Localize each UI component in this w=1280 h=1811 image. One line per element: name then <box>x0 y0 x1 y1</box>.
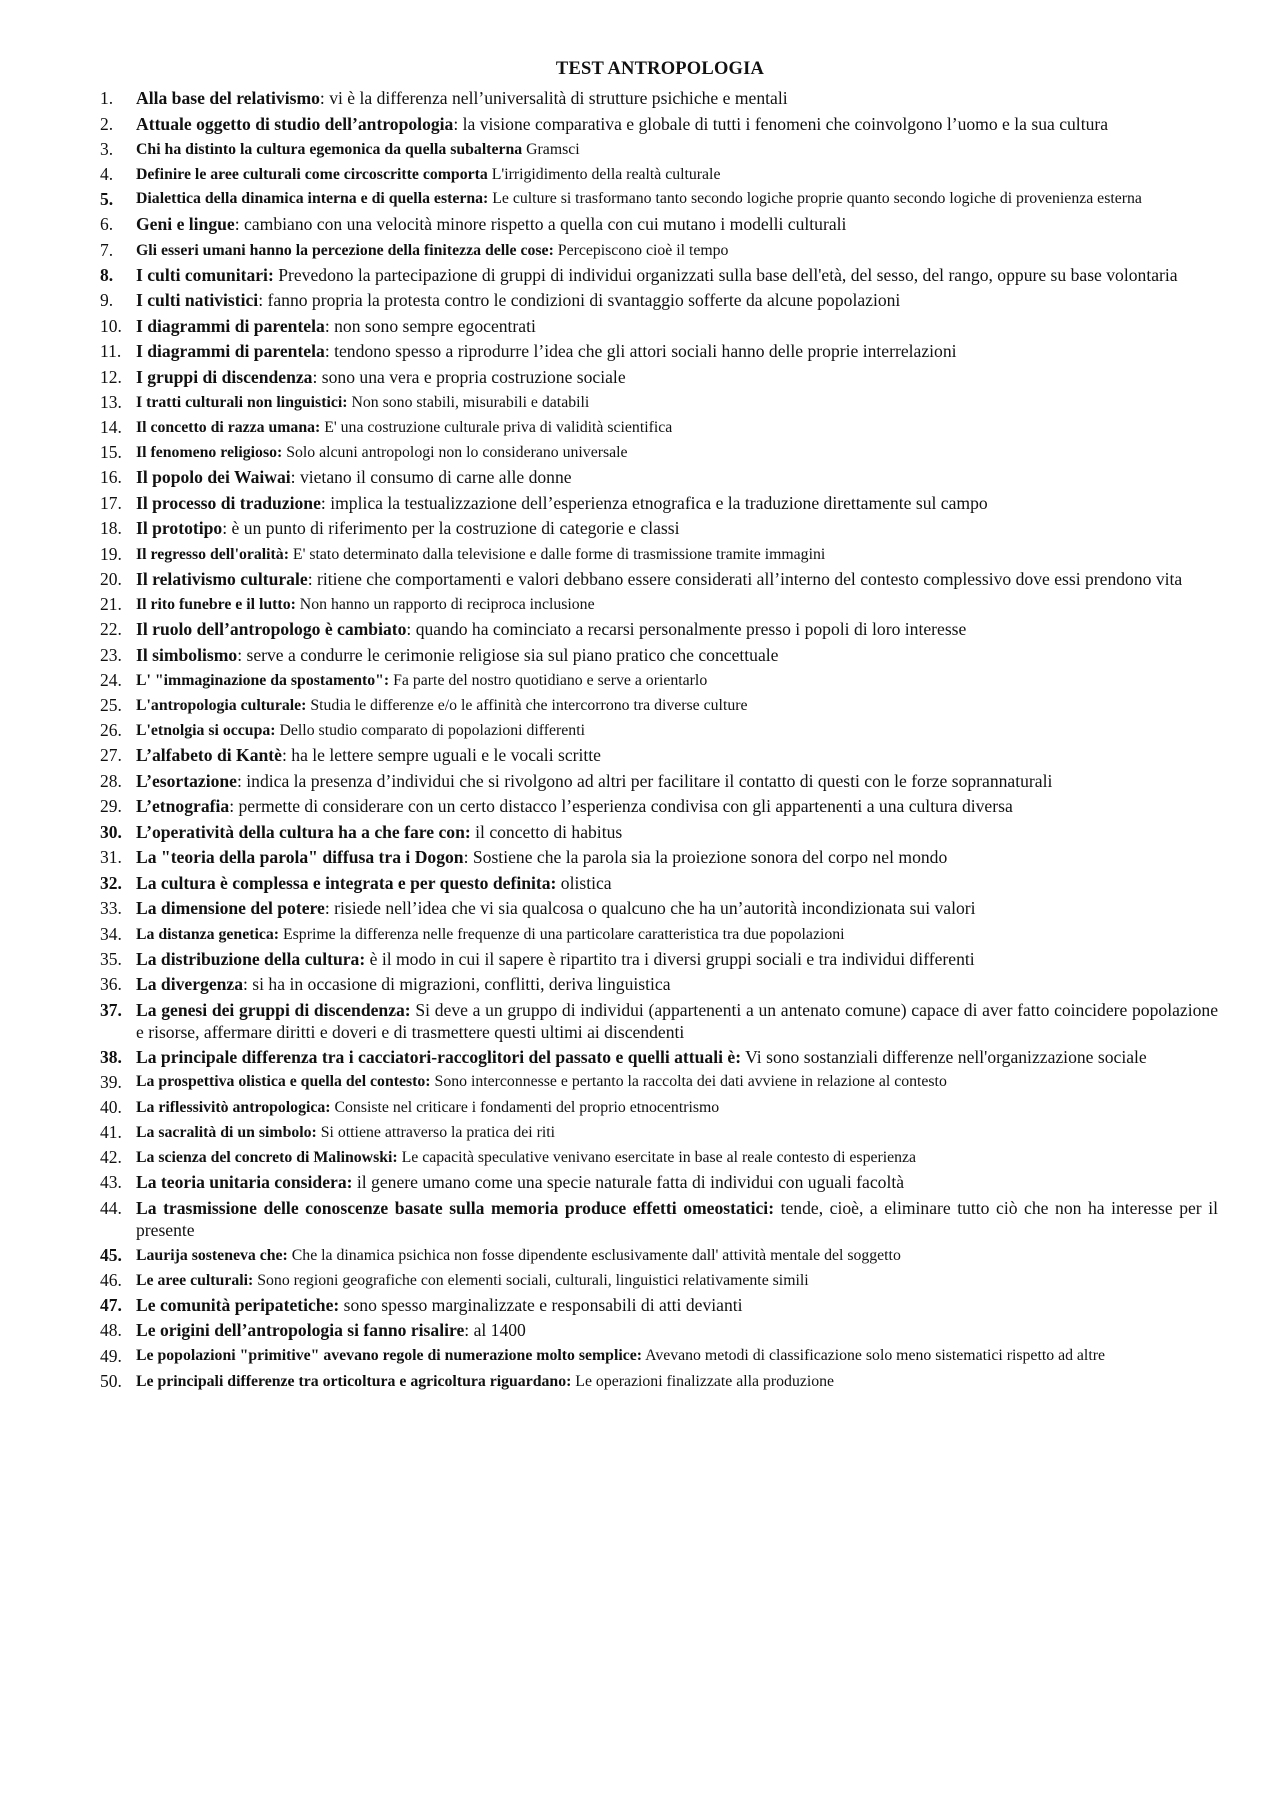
list-item <box>100 592 1220 617</box>
document-page <box>100 58 1220 1394</box>
item-number: 6. <box>100 214 114 234</box>
item-answer: L'irrigidimento della realtà culturale <box>487 166 721 183</box>
item-question: Definire le aree culturali come circoscritte comporta <box>136 166 488 183</box>
item-question: La principale differenza tra i cacciatori-raccoglitori del passato e quelli attuali è: <box>136 1046 742 1067</box>
question-list <box>100 86 1220 1394</box>
item-question: Laurija sosteneva che: <box>136 1246 288 1264</box>
item-question: La dimensione del potere <box>136 898 325 918</box>
item-number: 41. <box>100 1122 122 1142</box>
item-question: I culti nativistici <box>136 290 259 310</box>
list-item <box>100 1293 1220 1319</box>
item-question: Le comunità peripatetiche: <box>136 1294 340 1315</box>
item-number: 29. <box>100 796 122 816</box>
item-question: La sacralità di un simbolo: <box>136 1124 317 1141</box>
list-item <box>100 947 1220 973</box>
item-number: 39. <box>100 1072 122 1092</box>
item-number: 15. <box>100 442 122 462</box>
item-answer: olistica <box>556 872 612 893</box>
list-item <box>100 339 1220 365</box>
item-answer: Non hanno un rapporto di reciproca inclusione <box>295 596 595 613</box>
list-item <box>100 998 1220 1045</box>
item-answer: Non sono stabili, misurabili e databili <box>347 394 590 411</box>
list-item <box>100 263 1220 289</box>
list-item <box>100 86 1220 112</box>
item-answer: Le capacità speculative venivano esercitate in base al reale contesto di esperienza <box>397 1149 917 1166</box>
item-number: 33. <box>100 898 122 918</box>
item-number: 27. <box>100 745 122 765</box>
item-question: Il regresso dell'oralità: <box>136 545 289 563</box>
item-question: I gruppi di discendenza <box>136 366 313 387</box>
item-number: 45. <box>100 1244 122 1265</box>
item-number: 7. <box>100 239 114 260</box>
item-question: La genesi dei gruppi di discendenza: <box>136 999 411 1020</box>
item-answer: sono spesso marginalizzate e responsabili di atti devianti <box>339 1294 743 1315</box>
item-question: I culti comunitari: <box>136 264 274 285</box>
item-answer: : è un punto di riferimento per la costruzione di categorie e classi <box>222 518 680 538</box>
item-question: La teoria unitaria considera: <box>136 1172 353 1192</box>
item-number: 5. <box>100 189 114 209</box>
item-number: 47. <box>100 1294 122 1315</box>
item-question: L’etnografia <box>136 796 230 816</box>
item-question: I diagrammi di parentela <box>136 315 325 336</box>
item-answer: : cambiano con una velocità minore rispetto a quella con cui mutano i modelli culturali <box>234 214 847 234</box>
item-question: La prospettiva olistica e quella del contesto: <box>136 1073 431 1090</box>
item-answer: tende, cioè, a eliminare tutto ciò che non ha interesse per il presente <box>136 1197 1218 1240</box>
item-number: 10. <box>100 315 122 336</box>
item-answer: : non sono sempre egocentrati <box>324 315 536 336</box>
item-number: 49. <box>100 1345 122 1366</box>
item-number: 9. <box>100 290 114 310</box>
item-number: 30. <box>100 821 122 842</box>
item-answer: Le culture si trasformano tanto secondo logiche proprie quanto secondo logiche di provenienza esterna <box>488 190 1142 207</box>
item-answer: : sono una vera e propria costruzione sociale <box>312 366 626 387</box>
item-number: 28. <box>100 770 122 791</box>
item-question: Il relativismo culturale <box>136 568 308 589</box>
item-number: 16. <box>100 467 122 487</box>
item-answer: : al 1400 <box>464 1320 526 1340</box>
item-question: La trasmissione delle conoscenze basate sulla memoria produce effetti omeostatici: <box>136 1197 775 1218</box>
list-item <box>100 871 1220 897</box>
list-item <box>100 718 1220 743</box>
item-number: 46. <box>100 1269 122 1290</box>
item-answer: Le operazioni finalizzate alla produzione <box>571 1372 835 1390</box>
item-answer: il genere umano come una specie naturale fatta di individui con uguali facoltà <box>352 1172 905 1192</box>
list-item <box>100 1145 1220 1170</box>
item-question: Geni e lingue <box>136 214 235 234</box>
item-answer: Fa parte del nostro quotidiano e serve a orientarlo <box>389 672 708 689</box>
list-item <box>100 1095 1220 1120</box>
item-number: 22. <box>100 619 122 639</box>
item-answer: : Sostiene che la parola sia la proiezione sonora del corpo nel mondo <box>463 847 948 867</box>
item-answer: Gramsci <box>522 141 580 158</box>
item-question: Attuale oggetto di studio dell’antropologia <box>136 113 454 134</box>
list-item <box>100 1120 1220 1145</box>
item-question: Le origini dell’antropologia si fanno risalire <box>136 1320 465 1340</box>
item-number: 19. <box>100 543 122 564</box>
item-answer: Prevedono la partecipazione di gruppi di individui organizzati sulla base dell'età, del sesso, del rango, oppure su base volontaria <box>273 264 1178 285</box>
item-question: L' "immaginazione da spostamento": <box>136 672 390 689</box>
list-item <box>100 1369 1220 1394</box>
list-item <box>100 465 1220 491</box>
item-question: L'etnolgia si occupa: <box>136 722 276 739</box>
item-number: 3. <box>100 139 114 159</box>
list-item <box>100 643 1220 669</box>
list-item <box>100 1196 1220 1243</box>
item-answer: : fanno propria la protesta contro le condizioni di svantaggio sofferte da alcune popolazioni <box>258 290 901 310</box>
item-number: 12. <box>100 366 122 387</box>
item-number: 1. <box>100 88 114 108</box>
list-item <box>100 1170 1220 1196</box>
list-item <box>100 1268 1220 1293</box>
list-item <box>100 769 1220 795</box>
item-question: Il concetto di razza umana: <box>136 419 321 436</box>
item-number: 34. <box>100 923 122 944</box>
item-number: 13. <box>100 392 122 412</box>
item-number: 25. <box>100 695 122 715</box>
item-answer: E' stato determinato dalla televisione e dalle forme di trasmissione tramite immagini <box>288 545 826 563</box>
item-number: 38. <box>100 1046 122 1067</box>
list-item <box>100 668 1220 693</box>
item-number: 36. <box>100 974 122 994</box>
item-question: La "teoria della parola" diffusa tra i Dogon <box>136 847 464 867</box>
item-answer: : vietano il consumo di carne alle donne <box>290 467 572 487</box>
item-answer: Sono regioni geografiche con elementi sociali, culturali, linguistici relativamente simili <box>253 1271 809 1289</box>
item-number: 50. <box>100 1370 122 1391</box>
item-question: Il popolo dei Waiwai <box>136 467 291 487</box>
item-answer: : risiede nell’idea che vi sia qualcosa o qualcuno che ha un’autorità incondizionata sui valori <box>324 898 976 918</box>
item-answer: è il modo in cui il sapere è ripartito tra i diversi gruppi sociali e tra individui differenti <box>365 948 975 969</box>
item-number: 31. <box>100 847 122 867</box>
list-item <box>100 794 1220 820</box>
item-question: Il prototipo <box>136 518 223 538</box>
list-item <box>100 415 1220 440</box>
list-item <box>100 743 1220 769</box>
item-question: La distribuzione della cultura: <box>136 948 366 969</box>
list-item <box>100 693 1220 718</box>
list-item <box>100 1243 1220 1268</box>
item-answer: : tendono spesso a riprodurre l’idea che gli attori sociali hanno delle proprie interrelazioni <box>324 341 957 361</box>
item-number: 21. <box>100 594 122 614</box>
item-answer: Consiste nel criticare i fondamenti del proprio etnocentrismo <box>330 1099 720 1116</box>
item-question: L’esortazione <box>136 770 237 791</box>
item-number: 11. <box>100 341 122 361</box>
list-item <box>100 112 1220 138</box>
item-number: 37. <box>100 999 122 1020</box>
item-answer: E' una costruzione culturale priva di validità scientifica <box>320 419 673 436</box>
item-question: L’operatività della cultura ha a che fare con: <box>136 821 471 842</box>
item-answer: Si ottiene attraverso la pratica dei riti <box>316 1124 555 1141</box>
item-question: La riflessivitò antropologica: <box>136 1099 331 1116</box>
list-item <box>100 314 1220 340</box>
item-answer: : permette di considerare con un certo distacco l’esperienza condivisa con gli appartenenti a una cultura diversa <box>229 796 1013 816</box>
item-number: 2. <box>100 113 114 134</box>
item-question: Alla base del relativismo <box>136 88 320 108</box>
item-answer: il concetto di habitus <box>470 821 623 842</box>
item-question: Le principali differenze tra orticoltura e agricoltura riguardano: <box>136 1372 572 1390</box>
list-item <box>100 288 1220 314</box>
item-question: Il processo di traduzione <box>136 492 321 513</box>
item-question: Chi ha distinto la cultura egemonica da quella subalterna <box>136 141 523 158</box>
item-number: 24. <box>100 670 122 690</box>
list-item <box>100 896 1220 922</box>
item-answer: Dello studio comparato di popolazioni differenti <box>275 722 585 739</box>
list-item <box>100 238 1220 263</box>
list-item <box>100 516 1220 542</box>
item-answer: Avevano metodi di classificazione solo meno sistematici rispetto ad altre <box>642 1346 1105 1364</box>
item-number: 43. <box>100 1172 122 1192</box>
item-answer: : implica la testualizzazione dell’esperienza etnografica e la traduzione direttamente sul campo <box>320 492 988 513</box>
list-item <box>100 1318 1220 1344</box>
item-answer: Solo alcuni antropologi non lo considerano universale <box>282 444 628 461</box>
item-question: L’alfabeto di Kantè <box>136 745 282 765</box>
list-item <box>100 845 1220 871</box>
item-question: I diagrammi di parentela <box>136 341 325 361</box>
item-number: 4. <box>100 164 114 184</box>
list-item <box>100 972 1220 998</box>
list-item <box>100 922 1220 947</box>
item-answer: Studia le differenze e/o le affinità che intercorrono tra diverse culture <box>306 697 748 714</box>
item-question: Il rito funebre e il lutto: <box>136 596 296 613</box>
item-answer: : ha le lettere sempre uguali e le vocali scritte <box>281 745 601 765</box>
list-item <box>100 491 1220 517</box>
item-question: Gli esseri umani hanno la percezione della finitezza delle cose: <box>136 241 554 259</box>
item-number: 26. <box>100 720 122 740</box>
item-number: 44. <box>100 1197 122 1218</box>
item-number: 40. <box>100 1097 122 1117</box>
item-question: La divergenza <box>136 974 244 994</box>
item-number: 32. <box>100 872 122 893</box>
item-number: 20. <box>100 568 122 589</box>
item-number: 35. <box>100 948 122 969</box>
list-item <box>100 187 1220 212</box>
item-question: Il fenomeno religioso: <box>136 444 283 461</box>
item-answer: Esprime la differenza nelle frequenze di una particolare caratteristica tra due popolazioni <box>279 925 845 943</box>
list-item <box>100 820 1220 846</box>
item-question: Il simbolismo <box>136 644 238 665</box>
item-question: Dialettica della dinamica interna e di quella esterna: <box>136 190 489 207</box>
item-answer: : si ha in occasione di migrazioni, conflitti, deriva linguistica <box>243 974 671 994</box>
item-number: 23. <box>100 644 122 665</box>
list-item <box>100 1344 1220 1369</box>
item-question: L'antropologia culturale: <box>136 697 307 714</box>
list-item <box>100 162 1220 187</box>
list-item <box>100 542 1220 567</box>
list-item <box>100 390 1220 415</box>
list-item <box>100 1070 1220 1095</box>
item-question: I tratti culturali non linguistici: <box>136 394 348 411</box>
item-answer: Sono interconnesse e pertanto la raccolta dei dati avviene in relazione al contesto <box>430 1073 947 1090</box>
item-answer: : indica la presenza d’individui che si rivolgono ad altri per facilitare il contatto di questi con le forze soprannaturali <box>236 770 1053 791</box>
item-answer: : serve a condurre le cerimonie religiose sia sul piano pratico che concettuale <box>237 644 779 665</box>
item-question: La distanza genetica: <box>136 925 280 943</box>
list-item <box>100 137 1220 162</box>
list-item <box>100 365 1220 391</box>
item-number: 8. <box>100 264 114 285</box>
item-answer: Che la dinamica psichica non fosse dipendente esclusivamente dall' attività mentale del soggetto <box>287 1246 901 1264</box>
list-item <box>100 567 1220 593</box>
item-answer: : quando ha cominciato a recarsi personalmente presso i popoli di loro interesse <box>406 619 967 639</box>
item-answer: Si deve a un gruppo di individui (appartenenti a un antenato comune) capace di aver fatto coincidere popolazione e risorse, affermare diritti e doveri e di trasmettere questi ultimi ai discendenti <box>136 999 1218 1042</box>
item-number: 48. <box>100 1320 122 1340</box>
item-question: La scienza del concreto di Malinowski: <box>136 1149 398 1166</box>
item-number: 42. <box>100 1147 122 1167</box>
item-question: Le aree culturali: <box>136 1271 254 1289</box>
list-item <box>100 440 1220 465</box>
item-number: 18. <box>100 518 122 538</box>
item-question: Le popolazioni "primitive" avevano regole di numerazione molto semplice: <box>136 1346 643 1364</box>
list-item <box>100 1045 1220 1071</box>
document-title: TEST ANTROPOLOGIA <box>555 59 765 79</box>
item-number: 14. <box>100 417 122 437</box>
item-answer: : la visione comparativa e globale di tutti i fenomeni che coinvolgono l’uomo e la sua cultura <box>453 113 1109 134</box>
item-question: La cultura è complessa e integrata e per questo definita: <box>136 872 557 893</box>
item-number: 17. <box>100 492 122 513</box>
item-answer: Vi sono sostanziali differenze nell'organizzazione sociale <box>741 1046 1147 1067</box>
list-item <box>100 617 1220 643</box>
list-item <box>100 212 1220 238</box>
item-answer: : ritiene che comportamenti e valori debbano essere considerati all’interno del contesto complessivo dove essi prendono vita <box>307 568 1183 589</box>
item-answer: Percepiscono cioè il tempo <box>553 241 729 259</box>
item-question: Il ruolo dell’antropologo è cambiato <box>136 619 407 639</box>
item-answer: : vi è la differenza nell’universalità di strutture psichiche e mentali <box>319 88 788 108</box>
